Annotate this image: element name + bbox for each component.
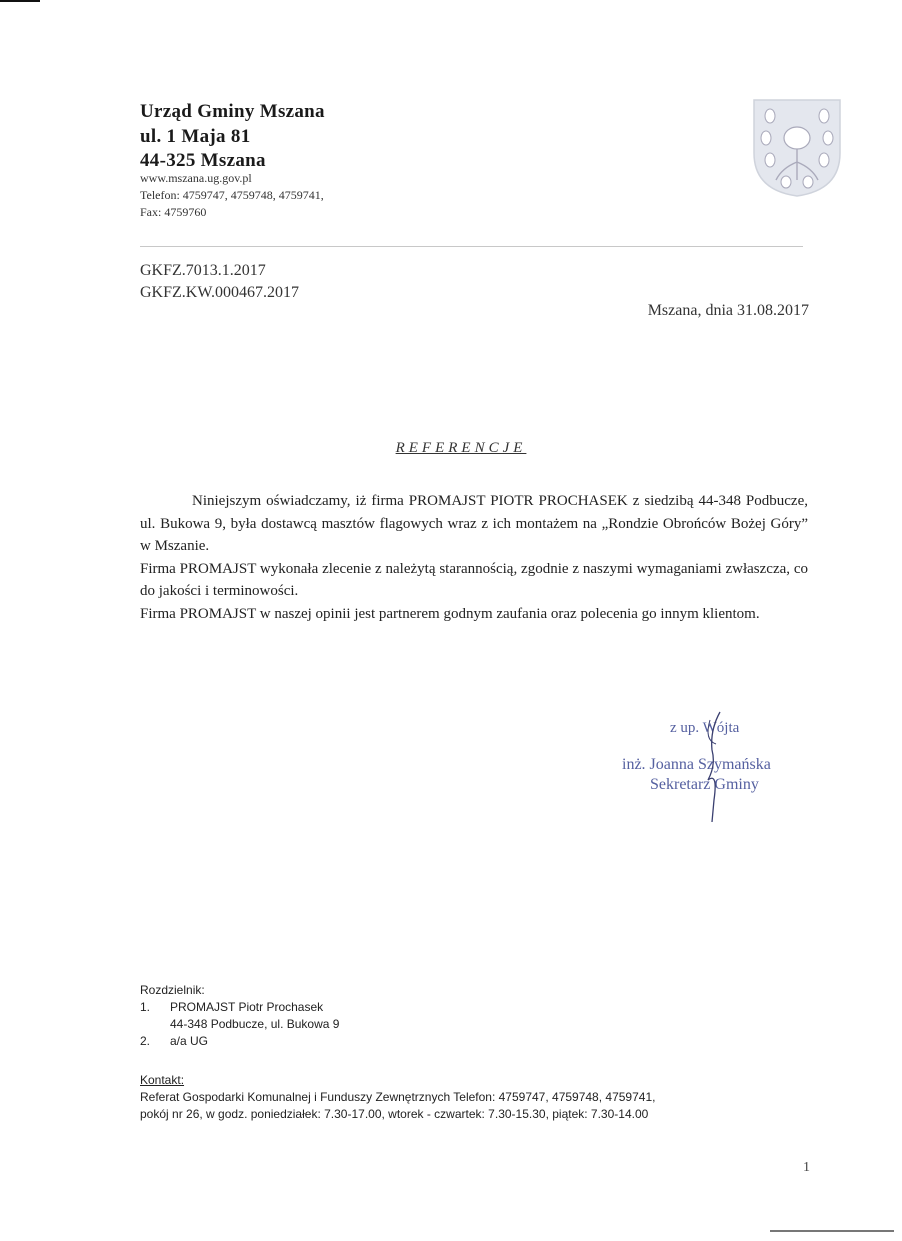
body-paragraph: Niniejszym oświadczamy, iż firma PROMAJST PIOTR PROCHASEK z siedzibą 44-348 Podbucze, ul. Bukowa 9, była dostawcą masztów flagowych wraz z ich montażem na „Rondzie Obrońców Bożej Góry” w Mszanie. <box>140 493 808 554</box>
distribution-item-text: a/a UG <box>170 1034 209 1048</box>
office-street: ul. 1 Maja 81 <box>140 126 251 147</box>
office-phone: Telefon: 4759747, 4759748, 4759741, <box>140 188 324 202</box>
contact-label: Kontakt: <box>140 1073 185 1087</box>
office-name: Urząd Gminy Mszana <box>140 101 325 122</box>
distribution-item-number: 2. <box>140 1034 151 1048</box>
distribution-item-text: PROMAJST Piotr Prochasek <box>170 1000 324 1014</box>
signature-stamp-line: Sekretarz Gminy <box>650 776 759 793</box>
distribution-item-address: 44-348 Podbucze, ul. Bukowa 9 <box>170 1017 340 1031</box>
office-postal-city: 44-325 Mszana <box>140 150 266 171</box>
contact-block <box>140 1072 655 1123</box>
office-website: www.mszana.ug.gov.pl <box>140 171 252 185</box>
office-fax: Fax: 4759760 <box>140 205 207 219</box>
document-title: REFERENCJE <box>395 440 527 456</box>
page-number: 1 <box>803 1160 810 1175</box>
distribution-list <box>140 982 339 1050</box>
body-paragraph: Firma PROMAJST wykonała zlecenie z należytą starannością, zgodnie z naszymi wymaganiami zwłaszcza, co do jakości i terminowości. <box>140 560 808 599</box>
reference-number: GKFZ.7013.1.2017 <box>140 262 266 279</box>
signature-stamp-line: z up. Wójta <box>670 720 740 736</box>
mszana-coat-of-arms-icon <box>752 98 842 198</box>
scan-edge-mark <box>0 0 40 2</box>
letter-body <box>140 490 808 625</box>
distribution-item-number: 1. <box>140 1000 151 1014</box>
distribution-item <box>140 1033 339 1050</box>
reference-number: GKFZ.KW.000467.2017 <box>140 284 299 301</box>
body-paragraph: Firma PROMAJST w naszej opinii jest partnerem godnym zaufania oraz polecenia go innym klientom. <box>140 605 760 622</box>
header-divider <box>140 246 803 247</box>
place-date: Mszana, dnia 31.08.2017 <box>647 302 809 319</box>
contact-line: Referat Gospodarki Komunalnej i Funduszy Zewnętrznych Telefon: 4759747, 4759748, 4759741, <box>140 1090 656 1104</box>
signature-stamp-line: inż. Joanna Szymańska <box>622 756 771 773</box>
signature-stamp <box>600 710 800 830</box>
scan-edge-mark <box>770 1230 894 1232</box>
handwritten-signature-icon <box>690 710 750 825</box>
distribution-label: Rozdzielnik: <box>140 983 205 997</box>
distribution-item <box>140 999 339 1016</box>
contact-line: pokój nr 26, w godz. poniedziałek: 7.30-17.00, wtorek - czwartek: 7.30-15.30, piątek: 7.30-14.00 <box>140 1107 649 1121</box>
